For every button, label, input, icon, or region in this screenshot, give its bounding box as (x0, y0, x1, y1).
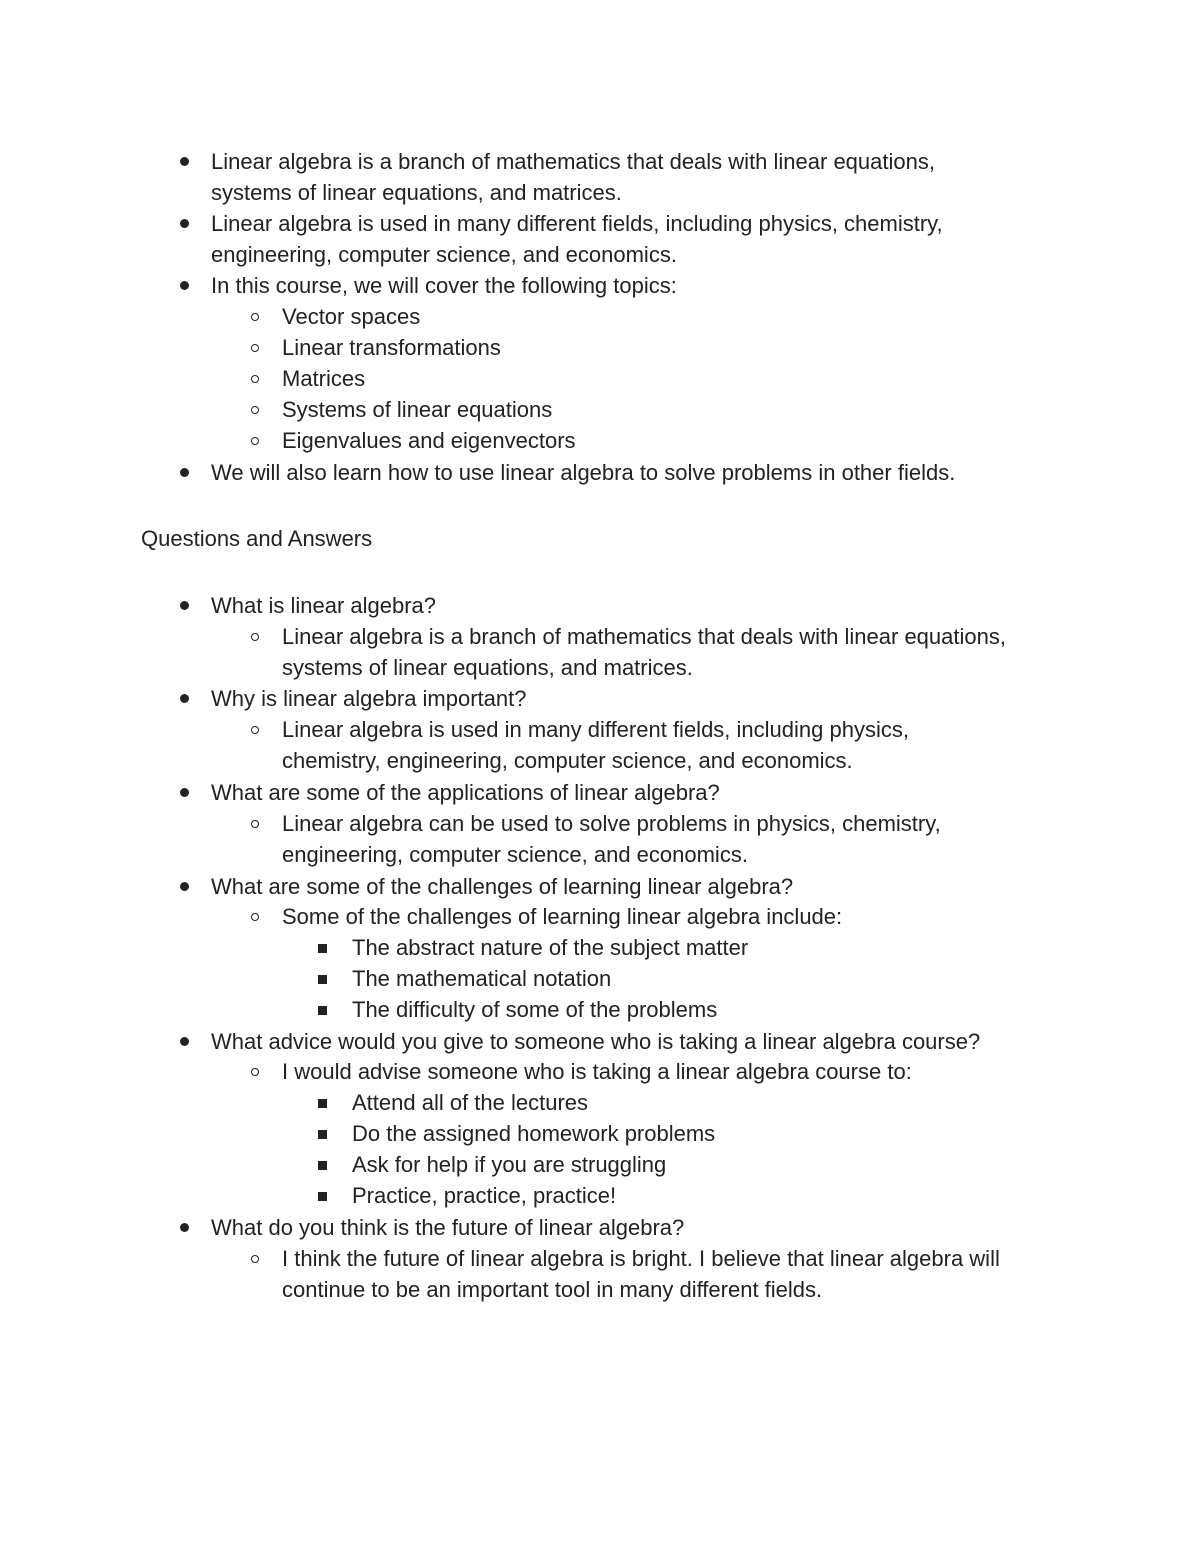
challenge-item: The mathematical notation (352, 966, 612, 991)
intro-item-4: We will also learn how to use linear algebra to solve problems in other fields. (211, 460, 956, 485)
bullet-circle-icon (251, 344, 259, 352)
bullet-circle-icon (251, 913, 259, 921)
bullet-circle-icon (251, 1068, 259, 1076)
topic-item: Systems of linear equations (282, 397, 553, 422)
topic-item: Matrices (282, 366, 366, 391)
bullet-circle-icon (251, 406, 259, 414)
advice-item: Do the assigned homework problems (352, 1121, 716, 1146)
intro-item-3: In this course, we will cover the following topics: (211, 273, 677, 298)
bullet-disc-icon (180, 601, 189, 610)
challenge-item: The difficulty of some of the problems (352, 997, 718, 1022)
question-2: Why is linear algebra important? (211, 686, 527, 711)
bullet-disc-icon (180, 788, 189, 797)
bullet-disc-icon (180, 157, 189, 166)
bullet-square-icon (318, 944, 327, 953)
bullet-circle-icon (251, 1255, 259, 1263)
intro-item-1-line-1: Linear algebra is a branch of mathematics that deals with linear equations, (211, 149, 935, 174)
bullet-circle-icon (251, 726, 259, 734)
intro-item-2-line-2: engineering, computer science, and economics. (211, 242, 677, 267)
intro-item-2-line-1: Linear algebra is used in many different fields, including physics, chemistry, (211, 211, 943, 236)
bullet-disc-icon (180, 694, 189, 703)
answer-4: Some of the challenges of learning linear algebra include: (282, 904, 843, 929)
intro-item-1-line-2: systems of linear equations, and matrices. (211, 180, 622, 205)
bullet-disc-icon (180, 281, 189, 290)
answer-2-line-2: chemistry, engineering, computer science, and economics. (282, 748, 853, 773)
question-3: What are some of the applications of linear algebra? (211, 780, 720, 805)
challenge-item: The abstract nature of the subject matter (352, 935, 749, 960)
bullet-square-icon (318, 1006, 327, 1015)
answer-3-line-1: Linear algebra can be used to solve problems in physics, chemistry, (282, 811, 941, 836)
bullet-circle-icon (251, 633, 259, 641)
topic-item: Eigenvalues and eigenvectors (282, 428, 576, 453)
bullet-square-icon (318, 1161, 327, 1170)
question-6: What do you think is the future of linear algebra? (211, 1215, 685, 1240)
topic-item: Linear transformations (282, 335, 501, 360)
answer-5: I would advise someone who is taking a linear algebra course to: (282, 1059, 912, 1084)
bullet-square-icon (318, 1130, 327, 1139)
bullet-square-icon (318, 975, 327, 984)
bullet-disc-icon (180, 882, 189, 891)
question-1: What is linear algebra? (211, 593, 437, 618)
bullet-disc-icon (180, 1037, 189, 1046)
answer-1-line-2: systems of linear equations, and matrices. (282, 655, 693, 680)
bullet-circle-icon (251, 375, 259, 383)
bullet-circle-icon (251, 820, 259, 828)
answer-3-line-2: engineering, computer science, and economics. (282, 842, 748, 867)
bullet-disc-icon (180, 468, 189, 477)
advice-item: Ask for help if you are struggling (352, 1152, 667, 1177)
answer-1-line-1: Linear algebra is a branch of mathematics that deals with linear equations, (282, 624, 1006, 649)
answer-2-line-1: Linear algebra is used in many different fields, including physics, (282, 717, 909, 742)
advice-item: Practice, practice, practice! (352, 1183, 617, 1208)
question-5: What advice would you give to someone who is taking a linear algebra course? (211, 1029, 981, 1054)
bullet-circle-icon (251, 437, 259, 445)
advice-item: Attend all of the lectures (352, 1090, 589, 1115)
section-heading: Questions and Answers (141, 526, 373, 551)
answer-6-line-1: I think the future of linear algebra is bright. I believe that linear algebra will (282, 1246, 1000, 1271)
topic-item: Vector spaces (282, 304, 421, 329)
bullet-circle-icon (251, 313, 259, 321)
bullet-square-icon (318, 1099, 327, 1108)
question-4: What are some of the challenges of learning linear algebra? (211, 874, 794, 899)
answer-6-line-2: continue to be an important tool in many different fields. (282, 1277, 823, 1302)
bullet-disc-icon (180, 219, 189, 228)
bullet-disc-icon (180, 1223, 189, 1232)
bullet-square-icon (318, 1192, 327, 1201)
